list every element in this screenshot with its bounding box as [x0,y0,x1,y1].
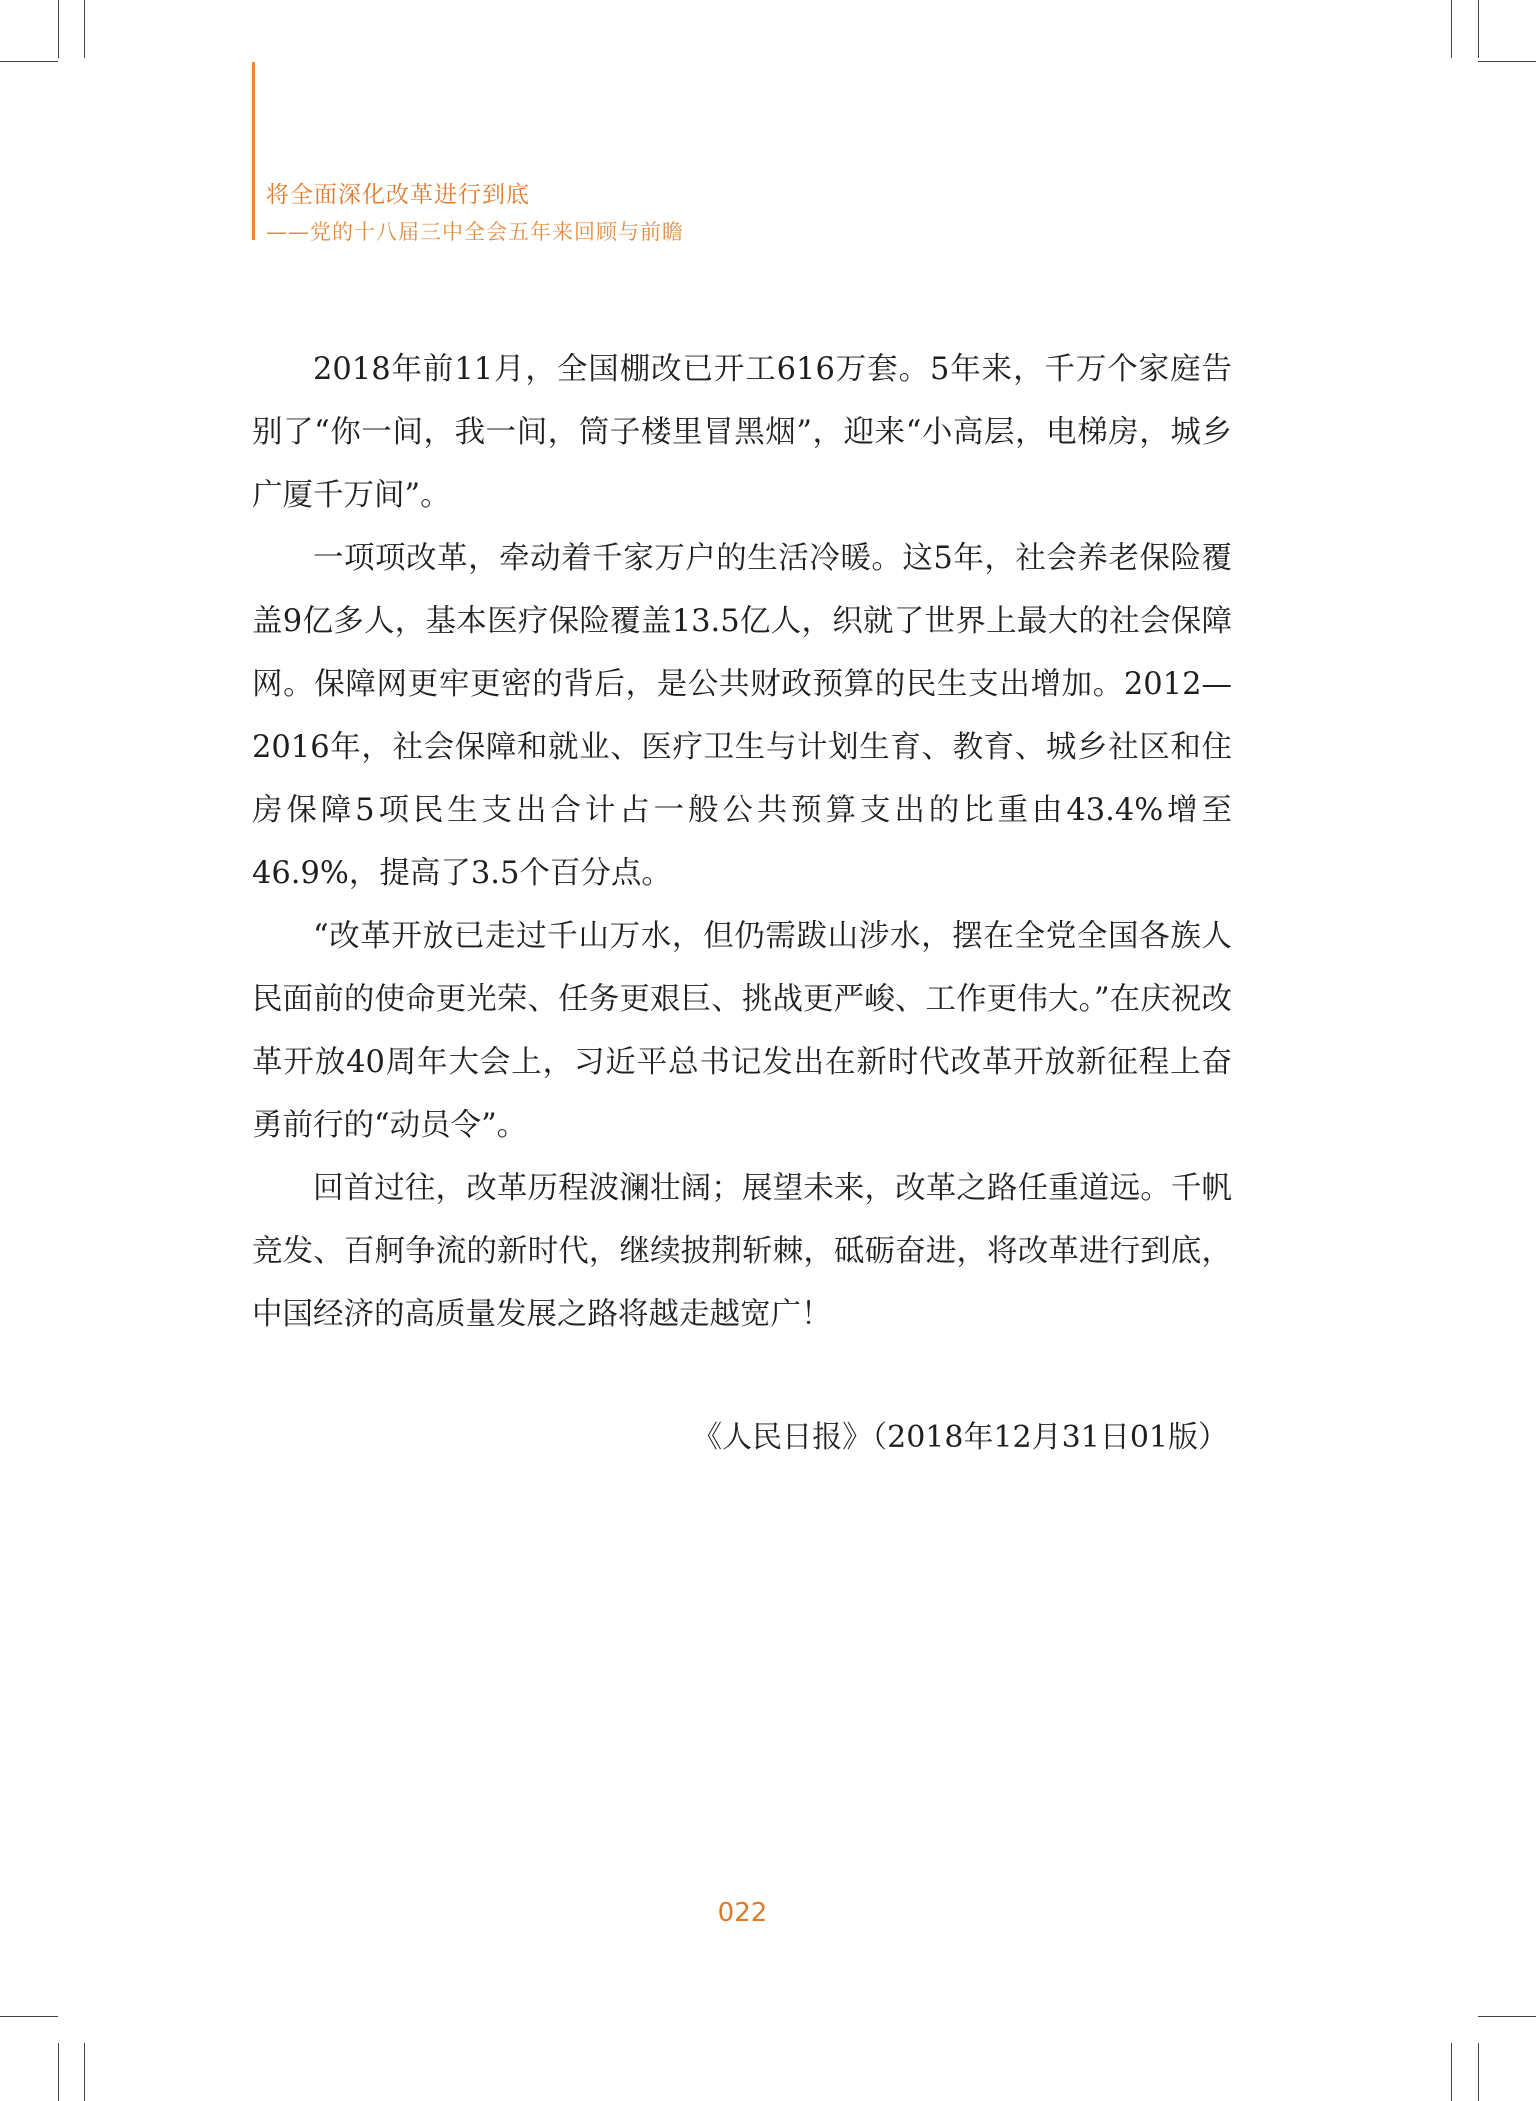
crop-mark [1451,0,1452,58]
page-number: 022 [717,1898,768,1928]
paragraph: 一项项改革，牵动着千家万户的生活冷暖。这5年，社会养老保险覆盖9亿多人，基本医疗保险覆盖13.5亿人，织就了世界上最大的社会保障网。保障网更牢更密的背后，是公共财政预算的民生支出增加。2012—2016年，社会保障和就业、医疗卫生与计划生育、教育、城乡社区和住房保障5项民生支出合计占一般公共预算支出的比重由43.4%增至46.9%，提高了3.5个百分点。 [252,541,1232,891]
crop-mark [1478,2043,1479,2101]
running-header-subtitle: ——党的十八届三中全会五年来回顾与前瞻 [266,220,684,244]
crop-mark [0,61,58,62]
header-accent-bar [252,62,255,240]
running-header-title: 将全面深化改革进行到底 [266,182,530,208]
article-body [252,338,1232,1346]
crop-mark [0,2016,58,2017]
crop-mark [84,2043,85,2101]
crop-mark [1478,0,1479,58]
crop-mark [58,2043,59,2101]
paragraph: 回首过往，改革历程波澜壮阔；展望未来，改革之路任重道远。千帆竞发、百舸争流的新时代，继续披荆斩棘，砥砺奋进，将改革进行到底，中国经济的高质量发展之路将越走越宽广！ [252,1171,1232,1332]
crop-mark [58,0,59,58]
crop-mark [1478,61,1536,62]
paragraph: 2018年前11月，全国棚改已开工616万套。5年来，千万个家庭告别了“你一间，我一间，筒子楼里冒黑烟”，迎来“小高层，电梯房，城乡广厦千万间”。 [252,352,1232,513]
crop-mark [84,0,85,58]
crop-mark [1451,2043,1452,2101]
crop-mark [1478,2016,1536,2017]
source-citation: 《人民日报》（2018年12月31日01版） [692,1420,1228,1455]
paragraph: “改革开放已走过千山万水，但仍需跋山涉水，摆在全党全国各族人民面前的使命更光荣、任务更艰巨、挑战更严峻、工作更伟大。”在庆祝改革开放40周年大会上，习近平总书记发出在新时代改革开放新征程上奋勇前行的“动员令”。 [252,919,1232,1143]
